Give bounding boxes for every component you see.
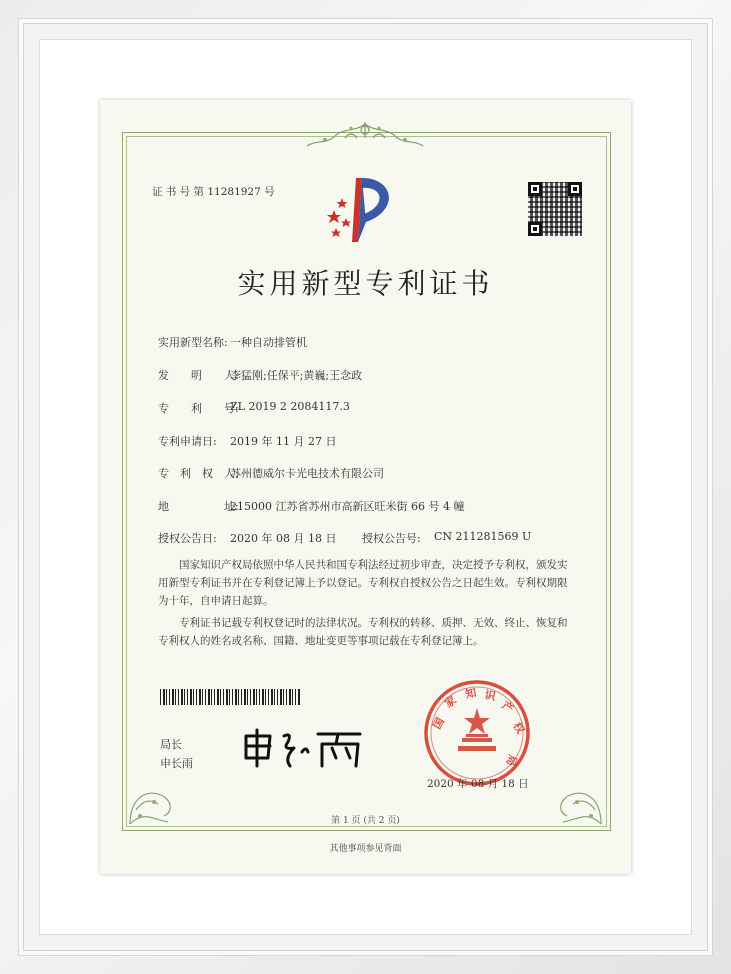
certificate-paper	[100, 100, 631, 874]
certificate-title: 实用新型专利证书	[237, 267, 494, 300]
grant-number-label: 授权公告号:	[362, 532, 421, 545]
svg-text:识: 识	[483, 688, 497, 704]
field-label-patentee: 专 利 权 人:	[158, 467, 239, 480]
field-value-patent-number: ZL 2019 2 2084117.3	[230, 400, 350, 413]
director-title: 局长	[160, 738, 182, 751]
field-value-name: 一种自动排管机	[230, 336, 307, 349]
svg-text:国: 国	[430, 715, 448, 732]
paragraph-legal-status: 专利证书记载专利权登记时的法律状况。专利权的转移、质押、无效、终止、恢复和专利权人的姓名或名称、国籍、地址变更等事项记载在专利登记簿上。	[158, 617, 568, 647]
field-value-patentee: 苏州德威尔卡光电技术有限公司	[230, 467, 384, 480]
footer-note: 其他事项参见背面	[329, 844, 402, 854]
field-label-address: 地 址:	[158, 500, 239, 513]
qr-code-icon	[528, 182, 582, 236]
grant-date-value: 2020 年 08 月 18 日	[230, 532, 337, 545]
field-label-application-date: 专利申请日:	[158, 435, 217, 448]
page-indicator: 第 1 页 (共 2 页)	[331, 816, 400, 826]
field-label-name: 实用新型名称:	[158, 336, 228, 349]
field-value-application-date: 2019 年 11 月 27 日	[230, 435, 337, 448]
svg-text:局: 局	[503, 752, 520, 768]
official-seal-icon	[422, 678, 532, 788]
paragraph-grant-statement: 国家知识产权局依照中华人民共和国专利法经过初步审查，决定授予专利权，颁发实用新型专利证书并在专利登记簿上予以登记。专利权自授权公告之日起生效。专利权期限为十年，自申请日起算。	[158, 559, 568, 607]
barcode-icon	[160, 689, 300, 705]
svg-text:权: 权	[510, 720, 528, 737]
certificate-number: 证 书 号 第 11281927 号	[152, 186, 275, 198]
field-label-inventor: 发 明 人:	[158, 369, 239, 382]
field-label-patent-number: 专 利 号:	[158, 402, 239, 415]
grant-number-value: CN 211281569 U	[434, 530, 532, 543]
svg-text:产: 产	[499, 698, 516, 716]
director-signature	[240, 726, 370, 772]
svg-text:知: 知	[464, 686, 478, 701]
patent-office-logo-icon	[322, 170, 412, 250]
director-name: 申长雨	[160, 757, 193, 770]
seal-date: 2020 年 08 月 18 日	[427, 778, 529, 790]
field-value-inventor: 李猛刚;任保平;黄巍;王念政	[230, 369, 363, 382]
grant-date-label: 授权公告日:	[158, 532, 217, 545]
top-ornament-icon	[285, 118, 445, 152]
svg-text:家: 家	[442, 693, 459, 711]
field-value-address: 215000 江苏省苏州市高新区旺米街 66 号 4 幢	[230, 500, 465, 513]
